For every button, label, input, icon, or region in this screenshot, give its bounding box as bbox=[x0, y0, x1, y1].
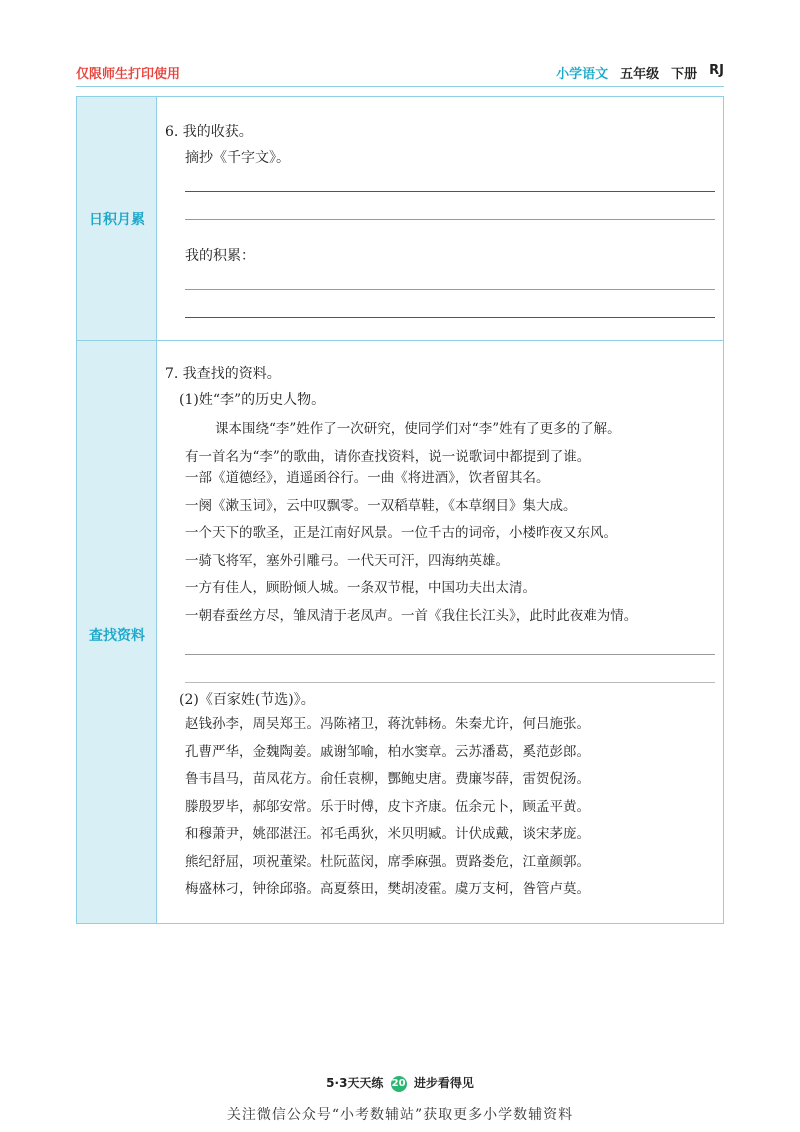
surname-line: 鲁韦昌马，苗凤花方。俞任袁柳，酆鲍史唐。费廉岑薛，雷贺倪汤。 bbox=[185, 771, 590, 787]
book-info bbox=[556, 63, 724, 82]
print-notice: 仅限师生打印使用 bbox=[76, 67, 181, 82]
footer-series: 5·3天天练 bbox=[326, 1076, 384, 1090]
lyric-line: 一方有佳人，顾盼倾人城。一条双节棍，中国功夫出太清。 bbox=[185, 580, 536, 596]
volume-label: 下册 bbox=[671, 67, 698, 82]
lyric-line: 一部《道德经》，逍遥函谷行。一曲《将进酒》，饮者留其名。 bbox=[185, 470, 550, 486]
page-footer bbox=[0, 1074, 800, 1092]
answer-line[interactable] bbox=[185, 191, 715, 192]
q7-sub1: (1)姓“李”的历史人物。 bbox=[179, 392, 326, 408]
side-divider bbox=[77, 340, 156, 341]
section-divider bbox=[157, 340, 723, 341]
song-lyrics bbox=[185, 465, 637, 630]
lyric-line: 一阕《漱玉词》，云中叹飘零。一双稻草鞋，《本草纲目》集大成。 bbox=[185, 497, 577, 514]
answer-line[interactable] bbox=[185, 289, 715, 290]
answer-line[interactable] bbox=[185, 682, 715, 683]
section-label-daily: 日积月累 bbox=[89, 212, 145, 228]
header-divider bbox=[76, 86, 724, 87]
q7-para1: 课本围绕“李”姓作了一次研究，使同学们对“李”姓有了更多的了解。 bbox=[215, 421, 621, 437]
q7-sub2: (2)《百家姓(节选)》。 bbox=[179, 692, 315, 708]
surname-line: 滕殷罗毕，郝邬安常。乐于时傅，皮卞齐康。伍余元卜，顾孟平黄。 bbox=[185, 798, 590, 815]
worksheet-frame bbox=[76, 96, 724, 924]
footer-slogan: 进步看得见 bbox=[413, 1076, 474, 1090]
surname-line: 和穆萧尹，姚邵湛汪。祁毛禹狄，米贝明臧。计伏成戴，谈宋茅庞。 bbox=[185, 826, 590, 842]
lyric-line: 一个天下的歌圣，正是江南好风景。一位千古的词帝，小楼昨夜又东风。 bbox=[185, 525, 617, 541]
subject-label: 小学语文 bbox=[556, 67, 609, 82]
surname-list bbox=[185, 711, 590, 904]
surname-line: 梅盛林刁，钟徐邱骆。高夏蔡田，樊胡凌霍。虞万支柯，昝管卢莫。 bbox=[185, 881, 590, 897]
page-number: 20 bbox=[391, 1076, 407, 1092]
q7-title: 7. 我查找的资料。 bbox=[165, 366, 281, 382]
q7-para2: 有一首名为“李”的歌曲，请你查找资料，说一说歌词中都提到了谁。 bbox=[185, 449, 591, 465]
answer-line[interactable] bbox=[185, 317, 715, 318]
q6-accumulation-prompt: 我的积累： bbox=[185, 248, 255, 264]
surname-line: 赵钱孙李，周吴郑王。冯陈褚卫，蒋沈韩杨。朱秦尤许，何吕施张。 bbox=[185, 716, 590, 732]
q6-title: 6. 我的收获。 bbox=[165, 124, 253, 140]
section-label-research: 查找资料 bbox=[89, 628, 145, 644]
surname-line: 孔曹严华，金魏陶姜。戚谢邹喻，柏水窦章。云苏潘葛，奚范彭郎。 bbox=[185, 743, 590, 760]
answer-line[interactable] bbox=[185, 654, 715, 655]
q6-copy-prompt: 摘抄《千字文》。 bbox=[185, 150, 290, 166]
lyric-line: 一骑飞将军，塞外引雕弓。一代天可汗，四海纳英雄。 bbox=[185, 552, 509, 569]
lyric-line: 一朝春蚕丝方尽，雏凤清于老凤声。一首《我住长江头》，此时此夜难为情。 bbox=[185, 607, 638, 624]
grade-label: 五年级 bbox=[620, 67, 660, 82]
bottom-note: 关注微信公众号“小考数辅站”获取更多小学数辅资料 bbox=[226, 1107, 574, 1123]
edition-label: RJ bbox=[709, 63, 724, 78]
surname-line: 熊纪舒屈，项祝董梁。杜阮蓝闵，席季麻强。贾路娄危，江童颜郭。 bbox=[185, 853, 590, 870]
answer-line[interactable] bbox=[185, 219, 715, 220]
